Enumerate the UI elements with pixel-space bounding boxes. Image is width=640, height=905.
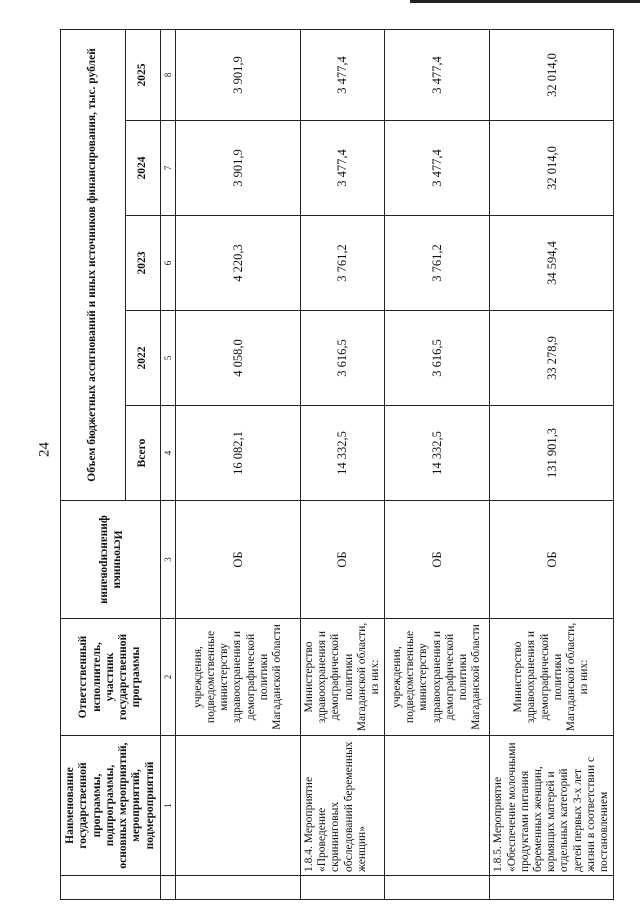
row-name bbox=[176, 736, 301, 876]
row-source: ОБ bbox=[385, 501, 490, 619]
index-cell: 1 bbox=[161, 736, 176, 876]
index-cell: 2 bbox=[161, 619, 176, 736]
header-budget-group: Объем бюджетных ассигнований и иных источников финансирования, тыс. рублей bbox=[61, 29, 126, 500]
page-number: 24 bbox=[36, 442, 53, 457]
header-funding-source-text: Источники финансирования bbox=[98, 515, 124, 604]
header-row-1 bbox=[61, 29, 126, 899]
table-row bbox=[490, 29, 614, 899]
column-index-row bbox=[161, 29, 176, 899]
row-2024: 3 901,9 bbox=[176, 121, 301, 216]
row-executor: учреждения, подведомственные министерству здравоохранения и демографической политики Магаданской области bbox=[385, 619, 490, 736]
index-cell: 6 bbox=[161, 216, 176, 311]
row-2022: 33 278,9 bbox=[490, 311, 614, 406]
left-margin-cell bbox=[490, 876, 614, 900]
row-executor: Министерство здравоохранения и демографической политики Магаданской области, из них: bbox=[301, 619, 385, 736]
row-source: ОБ bbox=[301, 501, 385, 619]
row-2022: 3 616,5 bbox=[301, 311, 385, 406]
header-2025: 2025 bbox=[126, 29, 161, 120]
row-2023: 34 594,4 bbox=[490, 216, 614, 311]
row-2023: 4 220,3 bbox=[176, 216, 301, 311]
row-2025: 3 901,9 bbox=[176, 29, 301, 120]
header-2023: 2023 bbox=[126, 216, 161, 311]
left-margin-cell bbox=[301, 876, 385, 900]
row-executor: Министерство здравоохранения и демографической политики Магаданской области, из них: bbox=[490, 619, 614, 736]
scan-artifact-line bbox=[410, 0, 640, 3]
row-name: 1.8.5. Мероприятие «Обеспечение молочными продуктами питания беременных женщин, кормящих матерей и отдельных категорий детей первых 3-х лет жизни в соответствии с постановлением bbox=[490, 736, 614, 876]
header-2022: 2022 bbox=[126, 311, 161, 406]
index-cell: 4 bbox=[161, 406, 176, 501]
row-2023: 3 761,2 bbox=[301, 216, 385, 311]
header-program-name: Наименование государственной программы, подпрограммы, основных мероприятий, мероприятий, подмероприятий bbox=[61, 736, 161, 876]
row-2023: 3 761,2 bbox=[385, 216, 490, 311]
index-cell: 3 bbox=[161, 501, 176, 619]
budget-table bbox=[60, 29, 614, 900]
row-2024: 32 014,0 bbox=[490, 121, 614, 216]
left-margin-cell bbox=[176, 876, 301, 900]
row-2025: 3 477,4 bbox=[301, 29, 385, 120]
rotated-document-page bbox=[60, 30, 611, 900]
header-funding-source bbox=[61, 501, 161, 619]
row-2025: 32 014,0 bbox=[490, 29, 614, 120]
header-2024: 2024 bbox=[126, 121, 161, 216]
row-source: ОБ bbox=[490, 501, 614, 619]
table-row bbox=[301, 29, 385, 899]
row-executor: учреждения, подведомственные министерству здравоохранения и демографической политики Магаданской области bbox=[176, 619, 301, 736]
row-total: 131 901,3 bbox=[490, 406, 614, 501]
left-margin-cell bbox=[161, 876, 176, 900]
row-2022: 3 616,5 bbox=[385, 311, 490, 406]
row-source: ОБ bbox=[176, 501, 301, 619]
left-margin-cell bbox=[61, 876, 161, 900]
table-row bbox=[385, 29, 490, 899]
row-total: 16 082,1 bbox=[176, 406, 301, 501]
index-cell: 5 bbox=[161, 311, 176, 406]
row-2024: 3 477,4 bbox=[385, 121, 490, 216]
header-executor: Ответственный исполнитель, участник государственной программы bbox=[61, 619, 161, 736]
row-name: 1.8.4. Мероприятие «Проведение скрининговых обследований беременных женщин» bbox=[301, 736, 385, 876]
row-total: 14 332,5 bbox=[385, 406, 490, 501]
header-total: Всего bbox=[126, 406, 161, 501]
table-row bbox=[176, 29, 301, 899]
row-name bbox=[385, 736, 490, 876]
row-2024: 3 477,4 bbox=[301, 121, 385, 216]
index-cell: 7 bbox=[161, 121, 176, 216]
row-total: 14 332,5 bbox=[301, 406, 385, 501]
index-cell: 8 bbox=[161, 29, 176, 120]
row-2025: 3 477,4 bbox=[385, 29, 490, 120]
left-margin-cell bbox=[385, 876, 490, 900]
row-2022: 4 058,0 bbox=[176, 311, 301, 406]
